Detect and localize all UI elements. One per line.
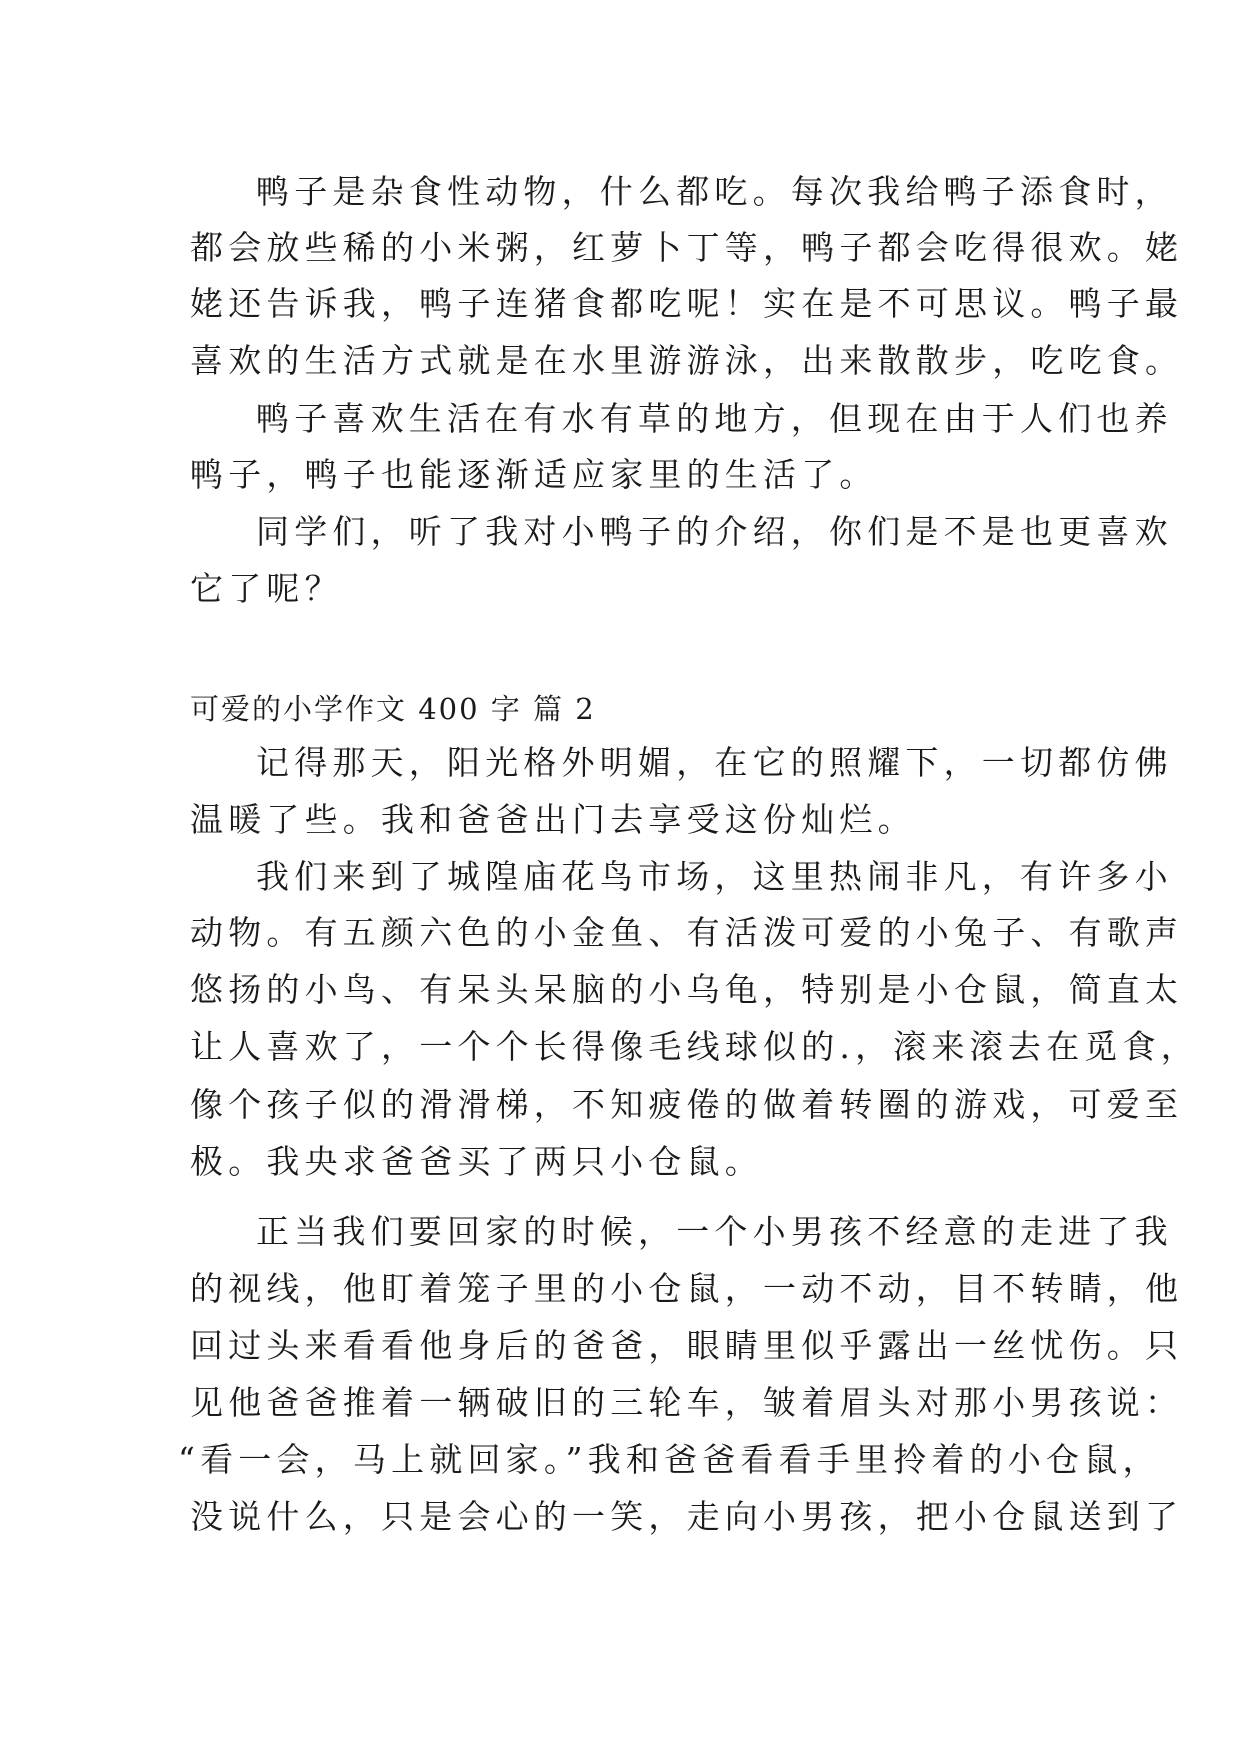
paragraph-line: 像个孩子似的滑滑梯，不知疲倦的做着转圈的游戏，可爱至 [190,1085,1184,1124]
paragraph-line: “看一会，马上就回家。”我和爸爸看看手里拎着的小仓鼠， [178,1440,1161,1479]
paragraph-line: 记得那天，阳光格外明媚，在它的照耀下，一切都仿佛 [256,743,1173,782]
paragraph-line: 它了呢？ [190,569,343,608]
paragraph-line: 鸭子，鸭子也能逐渐适应家里的生活了。 [190,455,878,494]
paragraph-line: 回过头来看看他身后的爸爸，眼睛里似乎露出一丝忧伤。只 [190,1326,1184,1365]
paragraph-line: 极。我央求爸爸买了两只小仓鼠。 [190,1142,763,1181]
paragraph-line: 悠扬的小鸟、有呆头呆脑的小乌龟，特别是小仓鼠，简直太 [190,970,1184,1009]
paragraph-line: 都会放些稀的小米粥，红萝卜丁等，鸭子都会吃得很欢。姥 [190,228,1184,267]
paragraph-line: 动物。有五颜六色的小金鱼、有活泼可爱的小兔子、有歌声 [190,913,1184,952]
paragraph-line: 我们来到了城隍庙花鸟市场，这里热闹非凡，有许多小 [256,857,1173,896]
paragraph-line: 没说什么，只是会心的一笑，走向小男孩，把小仓鼠送到了 [190,1497,1184,1536]
paragraph-line: 同学们，听了我对小鸭子的介绍，你们是不是也更喜欢 [256,512,1173,551]
paragraph-line: 鸭子喜欢生活在有水有草的地方，但现在由于人们也养 [256,399,1173,438]
paragraph-line: 姥还告诉我，鸭子连猪食都吃呢！实在是不可思议。鸭子最 [190,284,1184,323]
paragraph-line: 的视线，他盯着笼子里的小仓鼠，一动不动，目不转睛，他 [190,1269,1184,1308]
paragraph-line: 正当我们要回家的时候，一个小男孩不经意的走进了我 [256,1212,1173,1251]
paragraph-line: 见他爸爸推着一辆破旧的三轮车，皱着眉头对那小男孩说： [190,1383,1184,1422]
section-heading: 可爱的小学作文 400 字 篇 2 [190,692,596,726]
paragraph-line: 让人喜欢了，一个个长得像毛线球似的.，滚来滚去在觅食， [190,1027,1199,1066]
paragraph-line: 温暖了些。我和爸爸出门去享受这份灿烂。 [190,800,916,839]
paragraph-line: 喜欢的生活方式就是在水里游游泳，出来散散步，吃吃食。 [190,341,1184,380]
paragraph-line: 鸭子是杂食性动物，什么都吃。每次我给鸭子添食时， [256,172,1173,211]
